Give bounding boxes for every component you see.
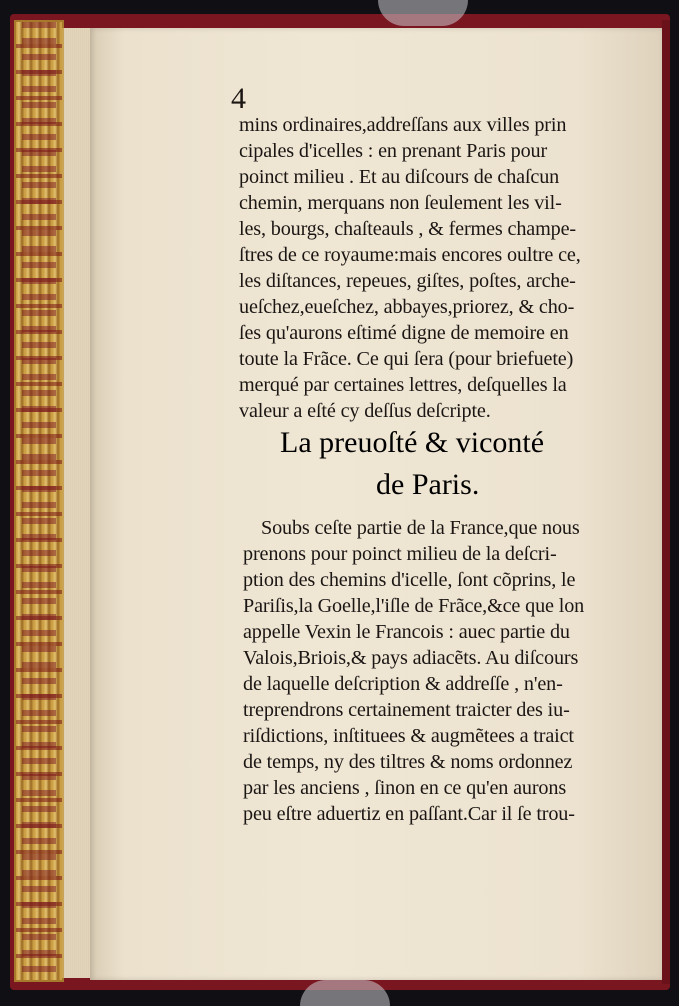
cover-right-edge bbox=[662, 20, 670, 984]
text-line: de laquelle deſcription & addreſſe , n'en- bbox=[243, 673, 563, 695]
gilt-border-decoration bbox=[14, 20, 64, 982]
page-clip-top bbox=[378, 0, 468, 26]
text-line: toute la Frãce. Ce qui ſera (pour briefuete) bbox=[239, 348, 574, 370]
text-line: de temps, ny des tiltres & noms ordonnez bbox=[243, 751, 573, 773]
text-line: Soubs ceſte partie de la France,que nous bbox=[261, 517, 580, 539]
text-line: Pariſis,la Goelle,l'iſle de Frãce,&ce que lon bbox=[243, 595, 585, 617]
text-line: les diſtances, repeues, giſtes, poſtes, arche- bbox=[239, 270, 576, 292]
page-clip-bottom bbox=[300, 980, 390, 1006]
text-line: mins ordinaires,addreſſans aux villes prin bbox=[239, 114, 567, 136]
section-heading-line-2: de Paris. bbox=[376, 468, 480, 501]
section-heading-line-1: La preuoſté & viconté bbox=[280, 426, 545, 459]
text-line: ſes qu'aurons eſtimé digne de memoire en bbox=[239, 322, 569, 344]
text-line: chemin, merquans non ſeulement les vil- bbox=[239, 192, 562, 214]
text-line: poinct milieu . Et au diſcours de chaſcun bbox=[239, 166, 560, 188]
page-number: 4 bbox=[231, 82, 246, 115]
text-line: appelle Vexin le Francois : auec partie du bbox=[243, 621, 570, 643]
text-line: prenons pour poinct milieu de la deſcri- bbox=[243, 543, 557, 565]
text-line: valeur a eſté cy deſſus deſcripte. bbox=[239, 400, 491, 422]
text-line: peu eſtre aduertiz en paſſant.Car il ſe trou- bbox=[243, 803, 575, 825]
text-line: par les anciens , ſinon en ce qu'en aurons bbox=[243, 777, 567, 799]
text-line: cipales d'icelles : en prenant Paris pour bbox=[239, 140, 548, 162]
text-line: treprendrons certainement traicter des iu- bbox=[243, 699, 570, 721]
text-line: ueſchez,eueſchez, abbayes,priorez, & cho- bbox=[239, 296, 575, 318]
text-line: Valois,Briois,& pays adiacẽts. Au diſcours bbox=[243, 647, 579, 669]
text-line: merqué par certaines lettres, deſquelles la bbox=[239, 374, 567, 396]
text-line: ption des chemins d'icelle, ſont cõprins, le bbox=[243, 569, 576, 591]
text-line: ſtres de ce royaume:mais encores oultre ce, bbox=[239, 244, 581, 266]
text-line: les, bourgs, chaſteauls , & fermes champe- bbox=[239, 218, 576, 240]
text-line: riſdictions, inſtituees & augmẽtees a traict bbox=[243, 725, 574, 747]
